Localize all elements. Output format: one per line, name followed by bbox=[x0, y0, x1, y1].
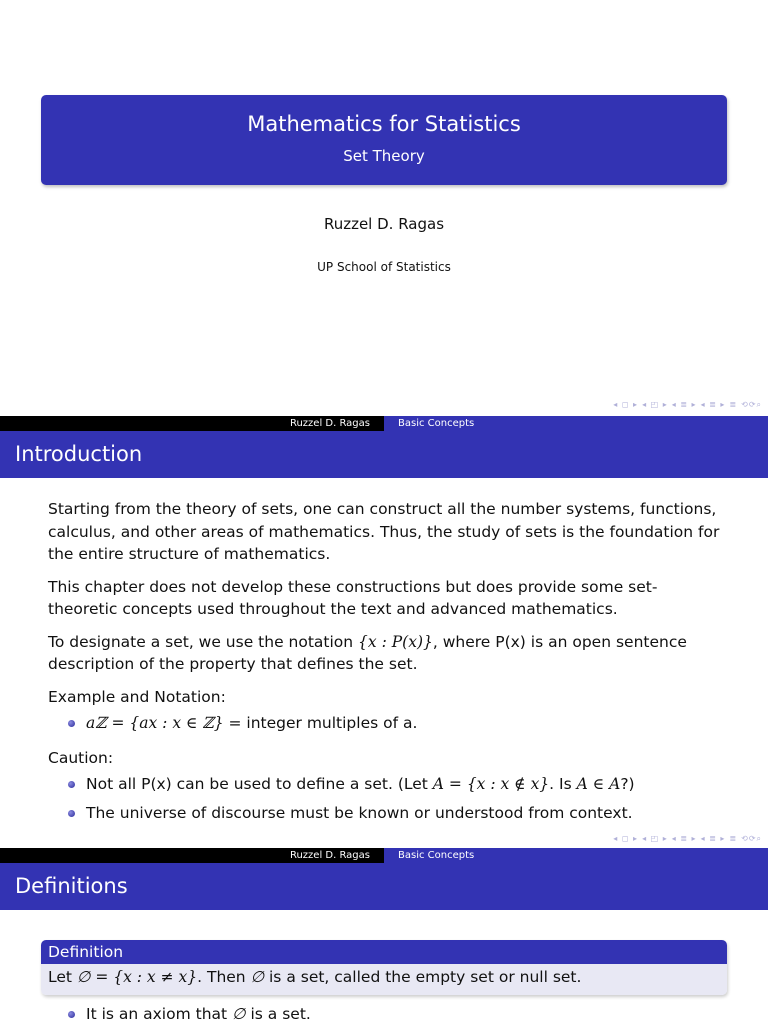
nav-frame-icon[interactable]: ◂ ◻ ▸ bbox=[613, 400, 639, 409]
intro-body bbox=[48, 498, 724, 836]
nav-subsection-icon[interactable]: ◂ ◰ ▸ bbox=[642, 834, 668, 843]
example-label: Example and Notation: bbox=[48, 687, 226, 706]
header-strip bbox=[0, 848, 768, 863]
definition-body: Let ∅ = {x : x ≠ x}. Then ∅ is a set, called the empty set or null set. bbox=[41, 964, 727, 995]
title-slide bbox=[0, 0, 768, 416]
navigation-bar[interactable] bbox=[613, 400, 762, 410]
institute-name: UP School of Statistics bbox=[317, 260, 451, 274]
caution-list bbox=[48, 773, 724, 824]
title-box bbox=[41, 95, 727, 185]
nav-outline-icon[interactable]: ≣ bbox=[729, 834, 738, 843]
nav-outline-icon[interactable]: ≣ bbox=[729, 400, 738, 409]
definition-bullet bbox=[48, 1003, 724, 1024]
header-section[interactable]: Basic Concepts bbox=[398, 850, 475, 861]
example-list bbox=[48, 712, 724, 735]
intro-paragraph-3: To designate a set, we use the notation {x : P(x)}, where P(x) is an open sentence description of the property that defines the set. bbox=[48, 632, 687, 673]
navigation-bar[interactable] bbox=[613, 834, 762, 844]
frame-title: Definitions bbox=[0, 863, 768, 910]
definitions-slide bbox=[0, 848, 768, 1024]
header-author: Ruzzel D. Ragas bbox=[289, 418, 370, 429]
intro-paragraph-2: This chapter does not develop these constructions but does provide some set-theoretic concepts used throughout the text and advanced mathematics. bbox=[48, 577, 658, 618]
caution-label: Caution: bbox=[48, 748, 114, 767]
nav-frame-icon[interactable]: ◂ ◻ ▸ bbox=[613, 834, 639, 843]
nav-section-icon[interactable]: ◂ ≣ ▸ bbox=[671, 834, 697, 843]
nav-search-icon[interactable]: ⟲⟳⌕ bbox=[741, 400, 762, 409]
author-name: Ruzzel D. Ragas bbox=[323, 215, 445, 233]
definition-block bbox=[41, 940, 727, 995]
list-item: aℤ = {ax : x ∈ ℤ} = integer multiples of a. bbox=[64, 712, 724, 735]
nav-section-icon[interactable]: ◂ ≣ ▸ bbox=[671, 400, 697, 409]
intro-slide bbox=[0, 416, 768, 848]
nav-subsection-icon[interactable]: ◂ ◰ ▸ bbox=[642, 400, 668, 409]
header-strip bbox=[0, 416, 768, 431]
presentation-subtitle: Set Theory bbox=[343, 147, 425, 165]
intro-paragraph-1: Starting from the theory of sets, one can construct all the number systems, functions, calculus, and other areas of mathematics. Thus, the study of sets is the foundation for the entire structure of mathematics. bbox=[48, 500, 720, 563]
header-author: Ruzzel D. Ragas bbox=[289, 850, 370, 861]
nav-doc-icon[interactable]: ◂ ≣ ▸ bbox=[700, 834, 726, 843]
nav-doc-icon[interactable]: ◂ ≣ ▸ bbox=[700, 400, 726, 409]
nav-search-icon[interactable]: ⟲⟳⌕ bbox=[741, 834, 762, 843]
header-section[interactable]: Basic Concepts bbox=[398, 418, 475, 429]
definition-title: Definition bbox=[41, 940, 727, 964]
frame-title: Introduction bbox=[0, 431, 768, 478]
list-item: It is an axiom that ∅ is a set. bbox=[64, 1003, 724, 1024]
list-item: The universe of discourse must be known or understood from context. bbox=[64, 802, 724, 825]
presentation-title: Mathematics for Statistics bbox=[247, 112, 521, 136]
list-item: Not all P(x) can be used to define a set. (Let A = {x : x ∉ x}. Is A ∈ A?) bbox=[64, 773, 724, 796]
